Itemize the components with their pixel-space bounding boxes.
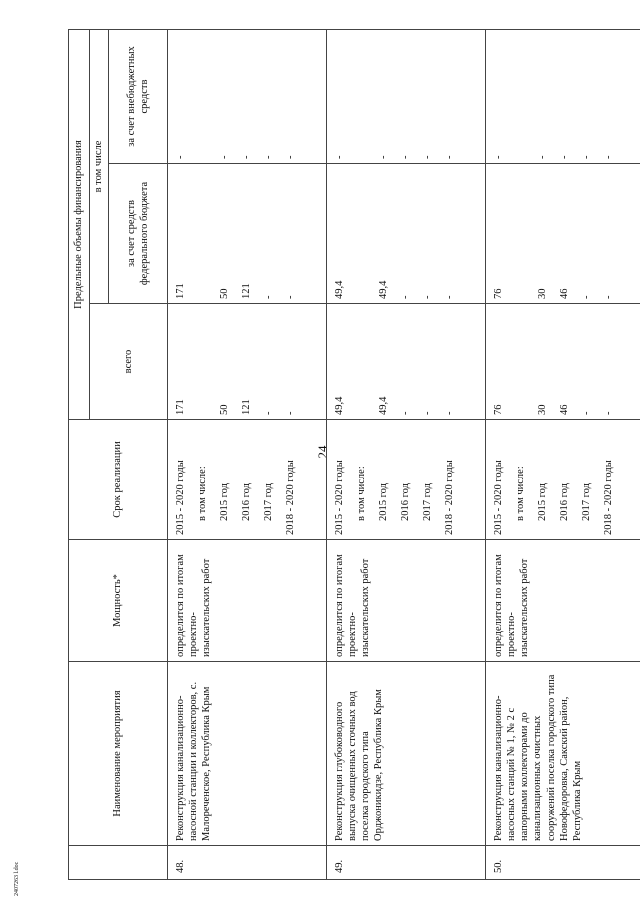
footer-text: 2407263 l.doc bbox=[14, 861, 20, 896]
row-period-line: 2016 год bbox=[559, 483, 570, 521]
row-extrabudgetary bbox=[168, 30, 327, 164]
row-capacity: определится по итогам проектно-изыскательских работ bbox=[327, 540, 486, 662]
row-extrabudgetary-line: - bbox=[493, 155, 504, 159]
row-federal-line: 50 bbox=[219, 288, 230, 299]
row-federal bbox=[486, 164, 640, 304]
row-period-line: 2018 - 2020 годы bbox=[444, 460, 455, 535]
row-extrabudgetary bbox=[486, 30, 640, 164]
row-federal-line: - bbox=[581, 295, 592, 299]
row-number: 48. bbox=[168, 846, 327, 880]
row-extrabudgetary-line: - bbox=[422, 155, 433, 159]
row-total-line: 76 bbox=[493, 404, 504, 415]
row-total-line: 50 bbox=[219, 404, 230, 415]
header-total: всего bbox=[90, 304, 168, 420]
header-federal: за счет средств федерального бюджета bbox=[109, 164, 168, 304]
header-extrabudgetary: за счет внебюджетных средств bbox=[109, 30, 168, 164]
row-extrabudgetary-line: - bbox=[175, 155, 186, 159]
row-number: 49. bbox=[327, 846, 486, 880]
row-federal-line: - bbox=[263, 295, 274, 299]
header-period: Срок реализации bbox=[69, 420, 168, 540]
row-period-line: 2018 - 2020 годы bbox=[285, 460, 296, 535]
row-extrabudgetary-line bbox=[514, 34, 536, 159]
row-extrabudgetary-line: - bbox=[263, 155, 274, 159]
row-name: Реконструкция канализационно-насосной станции и коллекторов, с. Малореченское, Республика Крым bbox=[168, 662, 327, 846]
row-total bbox=[327, 304, 486, 420]
row-period-line: 2017 год bbox=[581, 483, 592, 521]
row-period-line: 2015 - 2020 годы bbox=[334, 460, 345, 535]
row-period-line: 2017 год bbox=[422, 483, 433, 521]
row-federal bbox=[168, 164, 327, 304]
table-row bbox=[168, 30, 327, 880]
table-body bbox=[168, 30, 640, 880]
row-extrabudgetary-line bbox=[355, 34, 377, 159]
row-period-line: 2015 - 2020 годы bbox=[493, 460, 504, 535]
row-federal-line: 49,4 bbox=[378, 280, 389, 299]
header-capacity: Мощность* bbox=[69, 540, 168, 662]
row-period-line: 2015 - 2020 годы bbox=[175, 460, 186, 535]
row-extrabudgetary-line bbox=[196, 34, 218, 159]
row-federal-line: 171 bbox=[175, 283, 186, 299]
row-total-line: 46 bbox=[559, 404, 570, 415]
row-capacity: определится по итогам проектно-изыскательских работ bbox=[168, 540, 327, 662]
row-period-line: в том числе: bbox=[356, 466, 367, 521]
row-extrabudgetary-line: - bbox=[219, 155, 230, 159]
row-federal-line: - bbox=[603, 295, 614, 299]
row-federal-line: - bbox=[444, 295, 455, 299]
row-federal-line: - bbox=[285, 295, 296, 299]
row-total-line: - bbox=[285, 411, 296, 415]
row-federal-line bbox=[514, 168, 536, 299]
row-extrabudgetary-line: - bbox=[400, 155, 411, 159]
row-period-line: 2018 - 2020 годы bbox=[603, 460, 614, 535]
row-total-line: - bbox=[603, 411, 614, 415]
row-extrabudgetary-line: - bbox=[581, 155, 592, 159]
row-period-line: 2015 год bbox=[378, 483, 389, 521]
row-federal-line: - bbox=[422, 295, 433, 299]
row-federal-line bbox=[355, 168, 377, 299]
row-federal-line: 121 bbox=[241, 283, 252, 299]
row-total-line: - bbox=[422, 411, 433, 415]
row-federal-line: - bbox=[400, 295, 411, 299]
row-extrabudgetary-line: - bbox=[378, 155, 389, 159]
row-federal-line: 76 bbox=[493, 288, 504, 299]
row-total-line: - bbox=[444, 411, 455, 415]
row-period bbox=[486, 420, 640, 540]
header-name: Наименование мероприятия bbox=[69, 662, 168, 846]
row-period-line: в том числе: bbox=[197, 466, 208, 521]
row-total-line: - bbox=[263, 411, 274, 415]
header-number bbox=[69, 846, 168, 880]
row-period bbox=[327, 420, 486, 540]
row-total bbox=[486, 304, 640, 420]
row-federal bbox=[327, 164, 486, 304]
row-period bbox=[168, 420, 327, 540]
financing-table bbox=[68, 29, 640, 880]
row-name: Реконструкция канализационно-насосных станций № 1, № 2 с напорными коллекторами до канализационных очистных сооружений поселка городского типа Новофедоровка, Сакский район, Республика Крым bbox=[486, 662, 640, 846]
page-number: 24 bbox=[315, 445, 330, 459]
row-capacity: определится по итогам проектно-изыскательских работ bbox=[486, 540, 640, 662]
row-extrabudgetary-line: - bbox=[559, 155, 570, 159]
row-federal-line bbox=[196, 168, 218, 299]
row-extrabudgetary bbox=[327, 30, 486, 164]
row-total-line: 49,4 bbox=[334, 396, 345, 415]
table-row bbox=[327, 30, 486, 880]
row-period-line: 2016 год bbox=[241, 483, 252, 521]
row-period-line: 2017 год bbox=[263, 483, 274, 521]
row-period-line: 2015 год bbox=[219, 483, 230, 521]
row-period-line: 2015 год bbox=[537, 483, 548, 521]
row-total-line: 49,4 bbox=[378, 396, 389, 415]
row-extrabudgetary-line: - bbox=[334, 155, 345, 159]
footer-filename bbox=[8, 860, 48, 900]
row-total-line: 121 bbox=[241, 399, 252, 415]
row-extrabudgetary-line: - bbox=[537, 155, 548, 159]
row-extrabudgetary-line: - bbox=[444, 155, 455, 159]
header-including: в том числе bbox=[90, 30, 109, 304]
row-total-line bbox=[355, 308, 377, 415]
row-federal-line: 30 bbox=[537, 288, 548, 299]
row-period-line: в том числе: bbox=[515, 466, 526, 521]
row-total bbox=[168, 304, 327, 420]
financing-table-wrapper bbox=[68, 30, 614, 880]
row-total-line: - bbox=[400, 411, 411, 415]
header-financing-limits: Предельные объемы финансирования bbox=[69, 30, 90, 420]
row-total-line bbox=[514, 308, 536, 415]
row-period-line: 2016 год bbox=[400, 483, 411, 521]
row-total-line: 171 bbox=[175, 399, 186, 415]
row-name: Реконструкция глубоководного выпуска очищенных сточных вод поселка городского типа Орджоникидзе, Республика Крым bbox=[327, 662, 486, 846]
row-federal-line: 46 bbox=[559, 288, 570, 299]
table-row bbox=[486, 30, 640, 880]
row-extrabudgetary-line: - bbox=[603, 155, 614, 159]
row-total-line: - bbox=[581, 411, 592, 415]
row-total-line bbox=[196, 308, 218, 415]
row-total-line: 30 bbox=[537, 404, 548, 415]
row-extrabudgetary-line: - bbox=[241, 155, 252, 159]
row-extrabudgetary-line: - bbox=[285, 155, 296, 159]
row-number: 50. bbox=[486, 846, 640, 880]
row-federal-line: 49,4 bbox=[334, 280, 345, 299]
